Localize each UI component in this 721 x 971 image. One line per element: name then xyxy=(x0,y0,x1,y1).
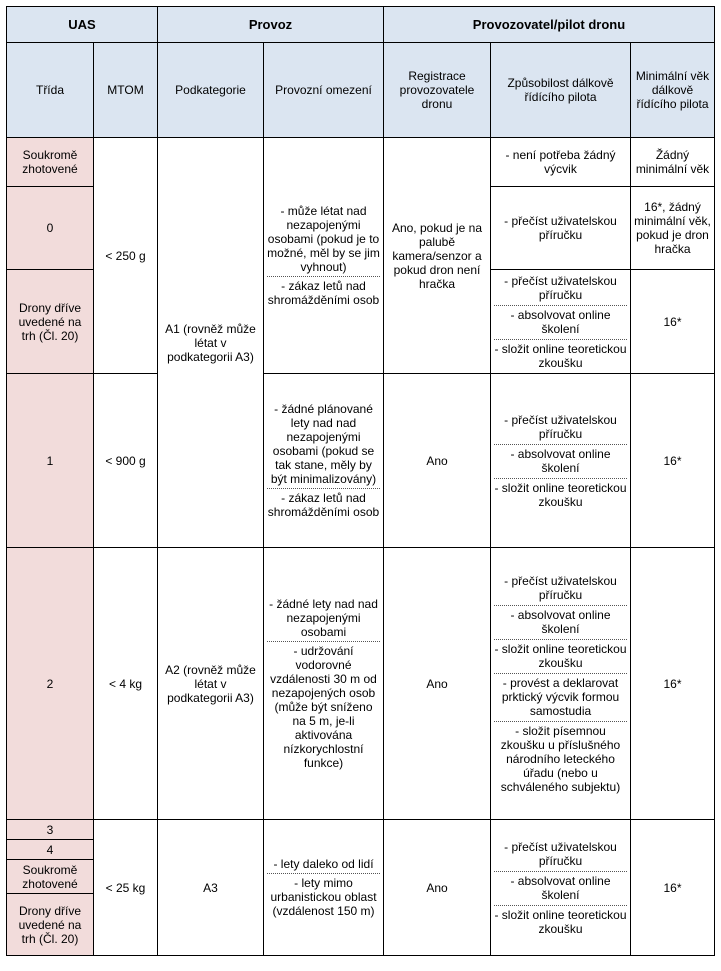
header-omezeni: Provozní omezení xyxy=(264,43,384,138)
class-1: 1 xyxy=(7,374,94,548)
competence-2-3: - složit online teoretickou zkoušku xyxy=(494,639,627,670)
mtom-4: < 4 kg xyxy=(94,548,158,820)
registration-3: Ano xyxy=(384,820,491,956)
header-trida: Třída xyxy=(7,43,94,138)
competence-2-1: - přečíst uživatelskou příručku xyxy=(504,573,617,602)
header-vek: Minimální věk dálkově řídícího pilota xyxy=(631,43,715,138)
mtom-900: < 900 g xyxy=(94,374,158,548)
limits-2 xyxy=(264,548,384,820)
competence-3 xyxy=(491,820,631,956)
competence-0: - přečíst uživatelskou příručku xyxy=(491,187,631,270)
header-provoz: Provoz xyxy=(158,7,384,43)
header-podkategorie: Podkategorie xyxy=(158,43,264,138)
mtom-250: < 250 g xyxy=(94,138,158,374)
header-registrace: Registrace provozovatele dronu xyxy=(384,43,491,138)
registration-2: Ano xyxy=(384,548,491,820)
competence-soukrome: - není potřeba žádný výcvik xyxy=(491,138,631,187)
competence-drony-1: - přečíst uživatelskou příručku xyxy=(504,273,617,302)
competence-drony-2: - absolvovat online školení xyxy=(494,305,627,336)
class-drony-drive-1: Drony dříve uvedené na trh (Čl. 20) xyxy=(7,270,94,374)
age-3: 16* xyxy=(631,820,715,956)
limit-1-1: - žádné plánované lety nad nad nezapojenými osobami (pokud se tak stane, měly by být minimalizovány) xyxy=(270,402,377,486)
limit-2-1: - žádné lety nad nad nezapojenými osobami xyxy=(269,597,378,639)
competence-drony-3: - složit online teoretickou zkoušku xyxy=(494,339,627,370)
competence-1-1: - přečíst uživatelskou příručku xyxy=(504,412,617,441)
subcat-a2: A2 (rovněž může létat v podkategorii A3) xyxy=(158,548,264,820)
competence-2-4: - provést a deklarovat prktický výcvik formou samostudia xyxy=(494,673,627,718)
class-2: 2 xyxy=(7,548,94,820)
drone-categories-table xyxy=(6,6,715,956)
age-2: 16* xyxy=(631,548,715,820)
header-zpusobilost: Způsobilost dálkově řídícího pilota xyxy=(491,43,631,138)
class-soukrome-1: Soukromě zhotovené xyxy=(7,138,94,187)
header-mtom: MTOM xyxy=(94,43,158,138)
age-0: 16*, žádný minimální věk, pokud je dron hračka xyxy=(631,187,715,270)
header-uas: UAS xyxy=(7,7,158,43)
class-0: 0 xyxy=(7,187,94,270)
class-3: 3 xyxy=(7,820,94,840)
class-4: 4 xyxy=(7,840,94,860)
limits-3 xyxy=(264,820,384,956)
limit-a1-2: - zákaz letů nad shromážděními osob xyxy=(267,276,380,307)
subcat-a1: A1 (rovněž může létat v podkategorii A3) xyxy=(158,138,264,548)
competence-1 xyxy=(491,374,631,548)
registration-1: Ano xyxy=(384,374,491,548)
class-drony-drive-3: Drony dříve uvedené na trh (Čl. 20) xyxy=(7,894,94,956)
competence-1-3: - složit online teoretickou zkoušku xyxy=(494,478,627,509)
competence-drony xyxy=(491,270,631,374)
registration-a1: Ano, pokud je na palubě kamera/senzor a pokud dron není hračka xyxy=(384,138,491,374)
competence-3-1: - přečíst uživatelskou příručku xyxy=(504,839,617,868)
limit-3-1: - lety daleko od lidí xyxy=(273,857,374,871)
mtom-25: < 25 kg xyxy=(94,820,158,956)
competence-3-3: - složit online teoretickou zkoušku xyxy=(494,905,627,936)
class-soukrome-3: Soukromě zhotovené xyxy=(7,860,94,894)
competence-2-2: - absolvovat online školení xyxy=(494,605,627,636)
limit-2-2: - udržování vodorovné vzdálenosti 30 m od nezapojených osob (může být sníženo na 5 m, je-li aktivována nízkorychlostní funkce) xyxy=(267,641,380,770)
competence-1-2: - absolvovat online školení xyxy=(494,444,627,475)
age-drony: 16* xyxy=(631,270,715,374)
competence-2 xyxy=(491,548,631,820)
limit-1-2: - zákaz letů nad shromážděními osob xyxy=(267,488,380,519)
limits-1 xyxy=(264,374,384,548)
limits-a1 xyxy=(264,138,384,374)
age-1: 16* xyxy=(631,374,715,548)
age-soukrome: Žádný minimální věk xyxy=(631,138,715,187)
subcat-a3: A3 xyxy=(158,820,264,956)
competence-2-5: - složit písemnou zkoušku u příslušného národního leteckého úřadu (nebo u schváleného subjektu) xyxy=(494,721,627,794)
limit-a1-1: - může létat nad nezapojenými osobami (pokud je to možné, měl by se jim vyhnout) xyxy=(267,204,380,274)
competence-3-2: - absolvovat online školení xyxy=(494,871,627,902)
limit-3-2: - lety mimo urbanistickou oblast (vzdálenost 150 m) xyxy=(267,873,380,918)
header-provozovatel: Provozovatel/pilot dronu xyxy=(384,7,715,43)
